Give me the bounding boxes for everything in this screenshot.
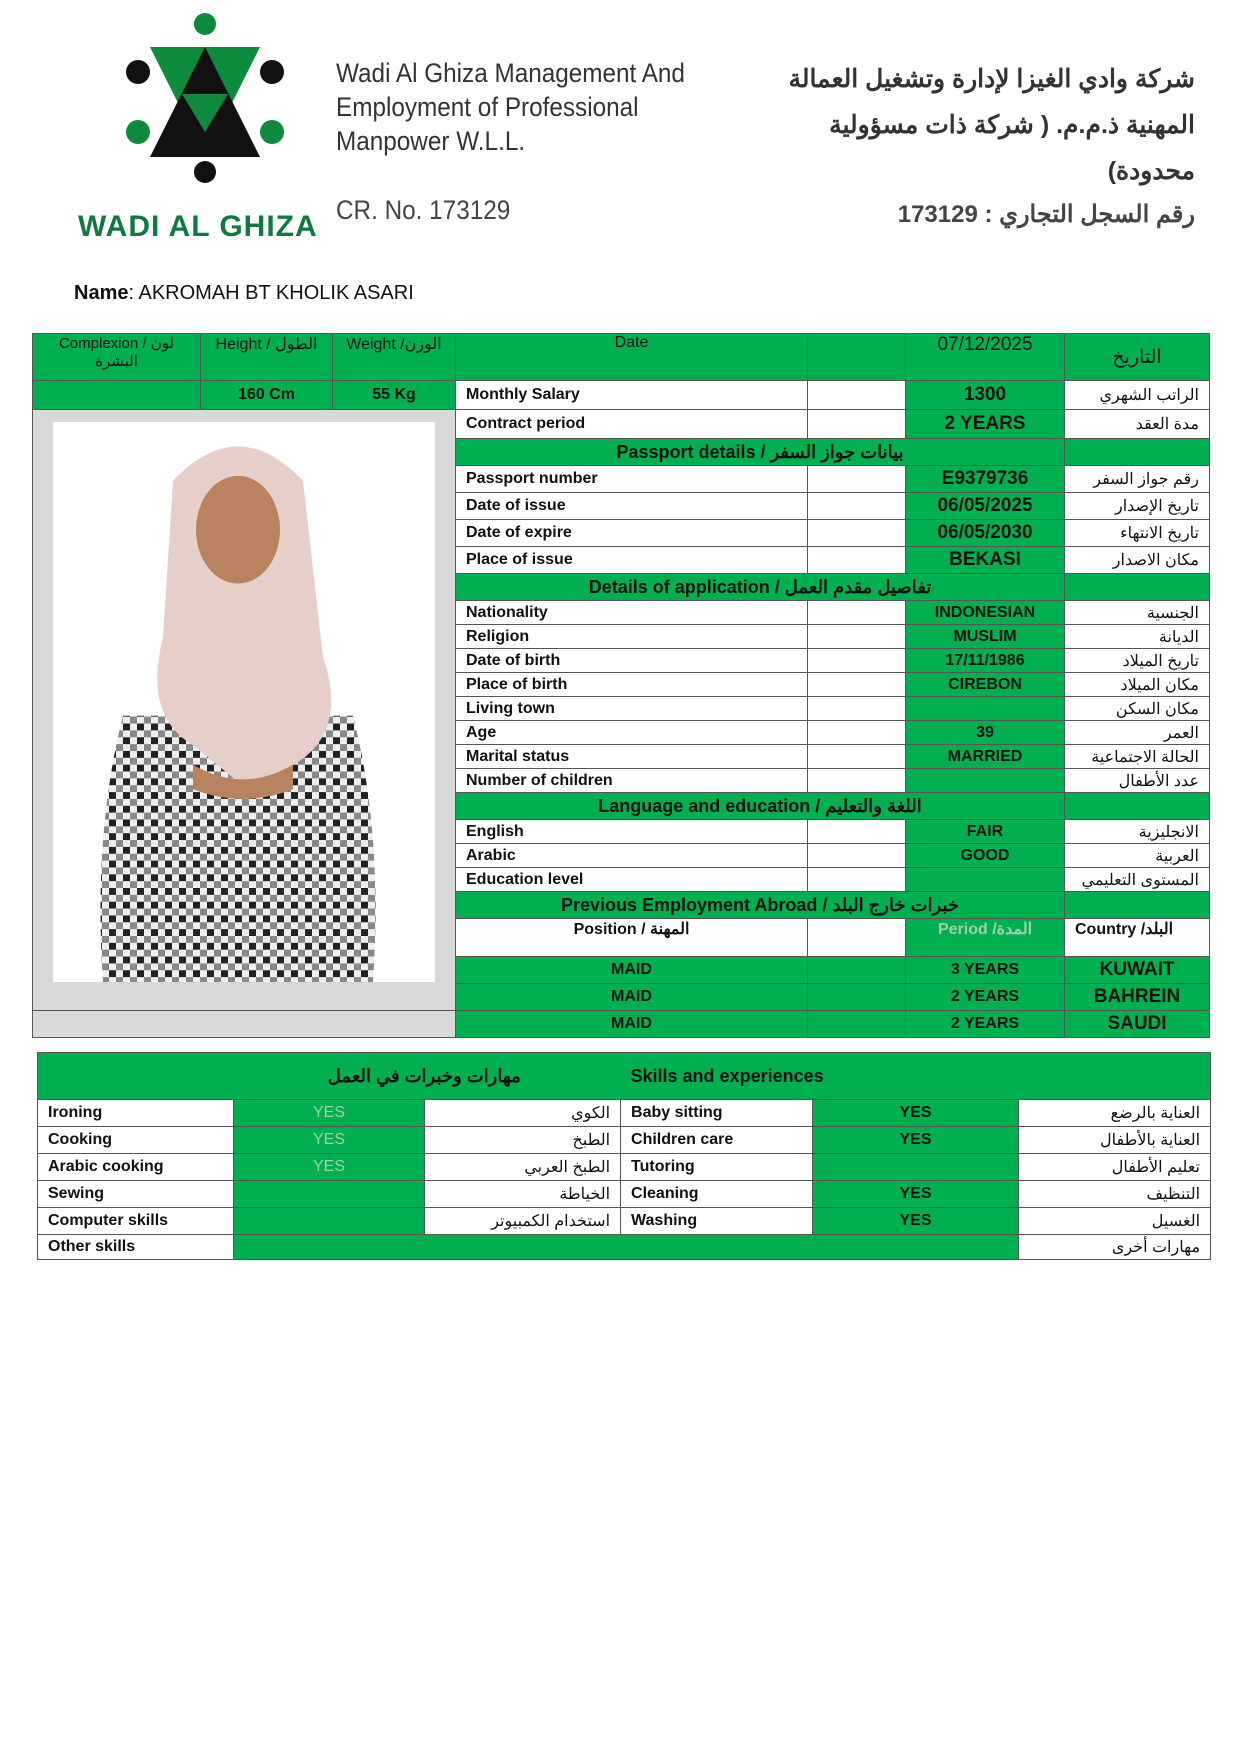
empty-cell [1065, 439, 1210, 466]
field-value: FAIR [906, 820, 1065, 844]
field-value: MUSLIM [906, 625, 1065, 649]
field-value: 1300 [906, 381, 1065, 410]
language-section-header: Language and education / اللغة والتعليم [456, 793, 1065, 820]
skills-title-ar: مهارات وخبرات في العمل [38, 1053, 621, 1100]
company-name-line: Manpower W.L.L. [336, 126, 526, 156]
brand-name: WADI AL GHIZA [78, 210, 318, 243]
field-label: Religion [456, 625, 808, 649]
skill-value: YES [234, 1100, 425, 1127]
empty-cell [808, 721, 906, 745]
employment-country: BAHREIN [1065, 984, 1210, 1011]
company-logo [120, 12, 290, 184]
field-label: Nationality [456, 601, 808, 625]
field-value: 06/05/2030 [906, 520, 1065, 547]
empty-cell [1065, 574, 1210, 601]
field-value: 2 YEARS [906, 410, 1065, 439]
country-header: Country /البلد [1065, 919, 1210, 957]
empty-cell [808, 957, 906, 984]
field-label: Date of expire [456, 520, 808, 547]
skill-label-ar: الطبخ العربي [425, 1154, 621, 1181]
skill-value: YES [234, 1154, 425, 1181]
skill-label-ar: الكوي [425, 1100, 621, 1127]
field-label-ar: مكان الميلاد [1065, 673, 1210, 697]
field-label: Education level [456, 868, 808, 892]
height-header: Height / الطول [201, 334, 333, 381]
name-value: : AKROMAH BT KHOLIK ASARI [128, 282, 414, 304]
field-label-ar: الراتب الشهري [1065, 381, 1210, 410]
company-name-en [336, 56, 685, 158]
empty-cell [808, 769, 906, 793]
field-label-ar: عدد الأطفال [1065, 769, 1210, 793]
weight-value: 55 Kg [333, 381, 456, 410]
other-skills-label: Other skills [38, 1235, 234, 1260]
employment-position: MAID [456, 1011, 808, 1038]
skill-value: YES [234, 1127, 425, 1154]
complexion-header: Complexion / لون البشرة [33, 334, 201, 381]
complexion-value [33, 381, 201, 410]
period-header: Period /المدة [906, 919, 1065, 957]
application-section-header: Details of application / تفاصيل مقدم العمل [456, 574, 1065, 601]
skill-value [234, 1181, 425, 1208]
field-label-ar: العربية [1065, 844, 1210, 868]
field-value: CIREBON [906, 673, 1065, 697]
employment-period: 2 YEARS [906, 984, 1065, 1011]
field-value: BEKASI [906, 547, 1065, 574]
field-label: Arabic [456, 844, 808, 868]
date-label-ar: التاريخ [1065, 334, 1210, 381]
skill-label-ar: الغسيل [1019, 1208, 1211, 1235]
date-value: 07/12/2025 [906, 334, 1065, 381]
field-label-ar: تاريخ الميلاد [1065, 649, 1210, 673]
field-label-ar: المستوى التعليمي [1065, 868, 1210, 892]
skill-value: YES [813, 1100, 1019, 1127]
field-label-ar: الانجليزية [1065, 820, 1210, 844]
skill-label: Washing [621, 1208, 813, 1235]
empty-cell [808, 334, 906, 381]
passport-section-header: Passport details / بيانات جواز السفر [456, 439, 1065, 466]
skill-label-ar: التنظيف [1019, 1181, 1211, 1208]
position-header: Position / المهنة [456, 919, 808, 957]
field-label: Place of issue [456, 547, 808, 574]
employment-country: KUWAIT [1065, 957, 1210, 984]
skill-label-ar: الطبخ [425, 1127, 621, 1154]
height-value: 160 Cm [201, 381, 333, 410]
field-label: Contract period [456, 410, 808, 439]
date-label: Date [456, 334, 808, 381]
skill-label-ar: الخياطة [425, 1181, 621, 1208]
employment-period: 2 YEARS [906, 1011, 1065, 1038]
weight-header: Weight /الوزن [333, 334, 456, 381]
empty-cell [808, 410, 906, 439]
empty-cell [808, 625, 906, 649]
field-value: INDONESIAN [906, 601, 1065, 625]
empty-cell [1065, 793, 1210, 820]
company-name-ar: شركة وادي الغيزا لإدارة وتشغيل العمالة المهنية ذ.م.م. ( شركة ذات مسؤولية محدودة) [788, 65, 1195, 185]
field-value [906, 769, 1065, 793]
field-label-ar: الجنسية [1065, 601, 1210, 625]
field-label-ar: الحالة الاجتماعية [1065, 745, 1210, 769]
skill-label: Ironing [38, 1100, 234, 1127]
skill-label: Computer skills [38, 1208, 234, 1235]
employment-section-header: Previous Employment Abroad / خبرات خارج البلد [456, 892, 1065, 919]
field-label: Place of birth [456, 673, 808, 697]
field-value [906, 697, 1065, 721]
empty-cell [808, 601, 906, 625]
field-value: GOOD [906, 844, 1065, 868]
skill-value [813, 1154, 1019, 1181]
cr-number: CR. No. 173129 [336, 195, 511, 225]
field-label: Date of issue [456, 493, 808, 520]
empty-cell [808, 381, 906, 410]
employment-position: MAID [456, 984, 808, 1011]
photo-cell [33, 410, 456, 1011]
empty-cell [808, 745, 906, 769]
empty-cell [808, 919, 906, 957]
skills-title-en: Skills and experiences [621, 1053, 1211, 1100]
empty-cell [808, 520, 906, 547]
empty-cell [808, 820, 906, 844]
skill-label-ar: تعليم الأطفال [1019, 1154, 1211, 1181]
employment-period: 3 YEARS [906, 957, 1065, 984]
field-label-ar: مكان السكن [1065, 697, 1210, 721]
name-label: Name [74, 282, 129, 304]
field-value [906, 868, 1065, 892]
candidate-name [74, 282, 414, 305]
company-name-line: Wadi Al Ghiza Management And [336, 58, 685, 88]
field-label: Passport number [456, 466, 808, 493]
skill-label-ar: العناية بالرضع [1019, 1100, 1211, 1127]
empty-cell [234, 1235, 1019, 1260]
company-name-line: Employment of Professional [336, 92, 639, 122]
field-label-ar: الديانة [1065, 625, 1210, 649]
empty-cell [808, 697, 906, 721]
field-value: 39 [906, 721, 1065, 745]
skill-value: YES [813, 1127, 1019, 1154]
field-label-ar: تاريخ الانتهاء [1065, 520, 1210, 547]
field-label: English [456, 820, 808, 844]
field-label: Number of children [456, 769, 808, 793]
skill-label: Cleaning [621, 1181, 813, 1208]
skill-label: Sewing [38, 1181, 234, 1208]
skill-value: YES [813, 1208, 1019, 1235]
skill-label-ar: العناية بالأطفال [1019, 1127, 1211, 1154]
skill-label: Cooking [38, 1127, 234, 1154]
field-label-ar: رقم جواز السفر [1065, 466, 1210, 493]
empty-cell [808, 868, 906, 892]
field-value: 17/11/1986 [906, 649, 1065, 673]
empty-cell [808, 466, 906, 493]
empty-cell [808, 649, 906, 673]
skills-table [37, 1052, 1211, 1260]
cr-number-ar: رقم السجل التجاري : 173129 [897, 201, 1195, 228]
employment-position: MAID [456, 957, 808, 984]
skill-label: Arabic cooking [38, 1154, 234, 1181]
skill-label: Baby sitting [621, 1100, 813, 1127]
candidate-photo [53, 422, 435, 982]
empty-cell [808, 1011, 906, 1038]
field-value: 06/05/2025 [906, 493, 1065, 520]
field-label: Marital status [456, 745, 808, 769]
field-label-ar: مدة العقد [1065, 410, 1210, 439]
field-label: Date of birth [456, 649, 808, 673]
candidate-details-table [32, 333, 1210, 1038]
empty-cell [1065, 892, 1210, 919]
skill-value: YES [813, 1181, 1019, 1208]
empty-cell [808, 547, 906, 574]
skill-label-ar: استخدام الكمبيوتر [425, 1208, 621, 1235]
empty-cell [808, 493, 906, 520]
skill-label: Tutoring [621, 1154, 813, 1181]
empty-cell [808, 984, 906, 1011]
empty-cell [808, 844, 906, 868]
employment-country: SAUDI [1065, 1011, 1210, 1038]
field-label: Living town [456, 697, 808, 721]
skill-label: Children care [621, 1127, 813, 1154]
empty-cell [808, 673, 906, 697]
other-skills-label-ar: مهارات أخرى [1019, 1235, 1211, 1260]
field-label-ar: مكان الاصدار [1065, 547, 1210, 574]
skill-value [234, 1208, 425, 1235]
empty-cell [33, 1011, 456, 1038]
field-value: E9379736 [906, 466, 1065, 493]
field-label-ar: تاريخ الإصدار [1065, 493, 1210, 520]
field-value: MARRIED [906, 745, 1065, 769]
field-label-ar: العمر [1065, 721, 1210, 745]
field-label: Monthly Salary [456, 381, 808, 410]
field-label: Age [456, 721, 808, 745]
